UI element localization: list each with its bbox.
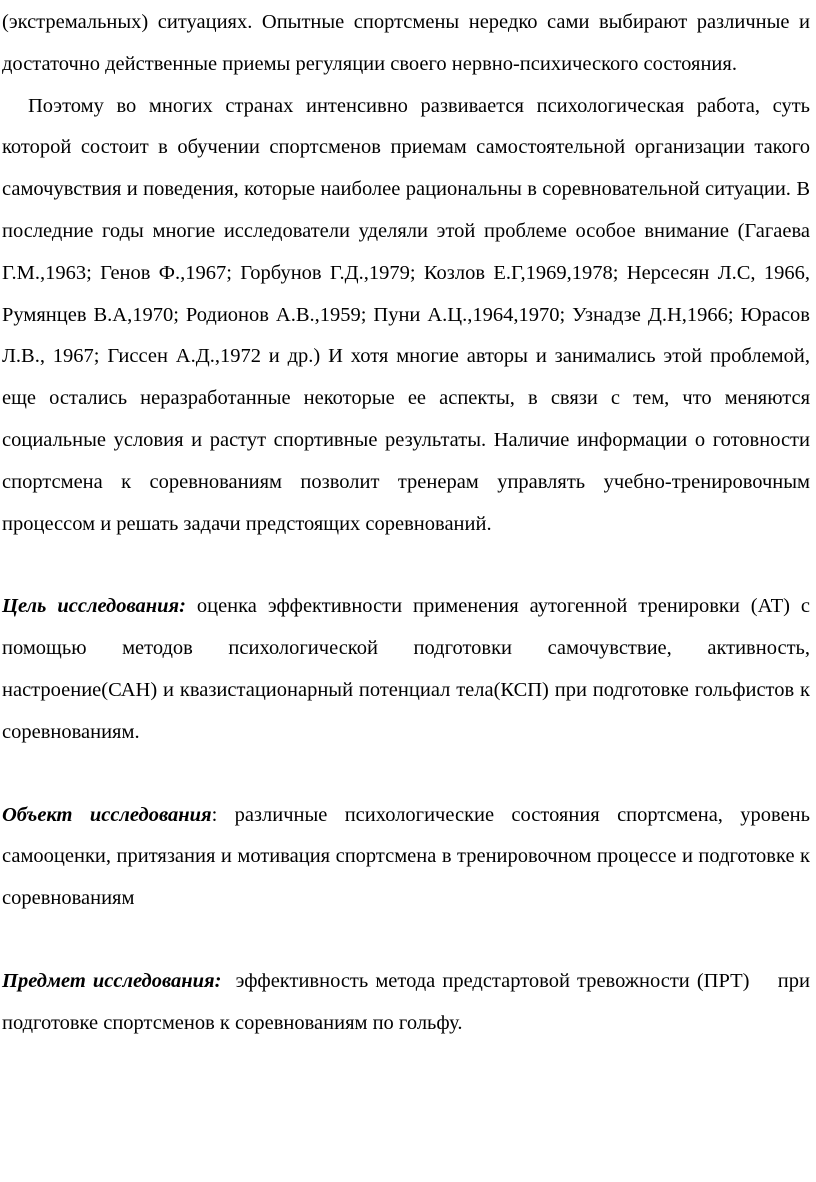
goal-text: оценка эффективности применения аутогенной тренировки (АТ) с помощью методов психологической подготовки самочувствие, активность, настроение(САН) и квазистационарный потенциал тела(КСП) при подготовке гольфистов к соревнованиям. xyxy=(2,595,810,743)
paragraph-intro-continuation: (экстремальных) ситуациях. Опытные спортсмены нередко сами выбирают различные и достаточно действенные приемы регуляции своего нервно-психического состояния. xyxy=(2,11,810,75)
subject-label: Предмет исследования: xyxy=(2,969,222,992)
section-goal xyxy=(2,586,810,753)
section-subject xyxy=(2,961,816,1045)
subject-text: эффективность метода предстартовой тревожности (ПРТ) при подготовке спортсменов к соревнованиям по гольфу. xyxy=(2,969,816,1034)
spacer xyxy=(2,920,810,961)
paragraph-research-background: Поэтому во многих странах интенсивно развивается психологическая работа, суть которой состоит в обучении спортсменов приемам самостоятельной организации такого самочувствия и поведения, которые наиболее рациональны в соревновательной ситуации. В последние годы многие исследователи уделяли этой проблеме особое внимание (Гагаева Г.М.,1963; Генов Ф.,1967; Горбунов Г.Д.,1979; Козлов Е.Г,1969,1978; Нерсесян Л.С, 1966, Румянцев В.А,1970; Родионов А.В.,1959; Пуни А.Ц.,1964,1970; Узнадзе Д.Н,1966; Юрасов Л.В., 1967; Гиссен А.Д.,1972 и др.) И хотя многие авторы и занимались этой проблемой, еще остались неразработанные некоторые ее аспекты, в связи с тем, что меняются социальные условия и растут спортивные результаты. Наличие информации о готовности спортсмена к соревнованиям позволит тренерам управлять учебно-тренировочным процессом и решать задачи предстоящих соревнований. xyxy=(2,94,810,535)
object-text: : различные психологические состояния спортсмена, уровень самооценки, притязания и мотивация спортсмена в тренировочном процессе и подготовке к соревнованиям xyxy=(2,803,810,910)
goal-label: Цель исследования: xyxy=(2,595,186,618)
section-object xyxy=(2,795,810,920)
object-label: Объект исследования xyxy=(2,803,212,826)
spacer xyxy=(2,754,810,795)
spacer xyxy=(2,545,810,586)
